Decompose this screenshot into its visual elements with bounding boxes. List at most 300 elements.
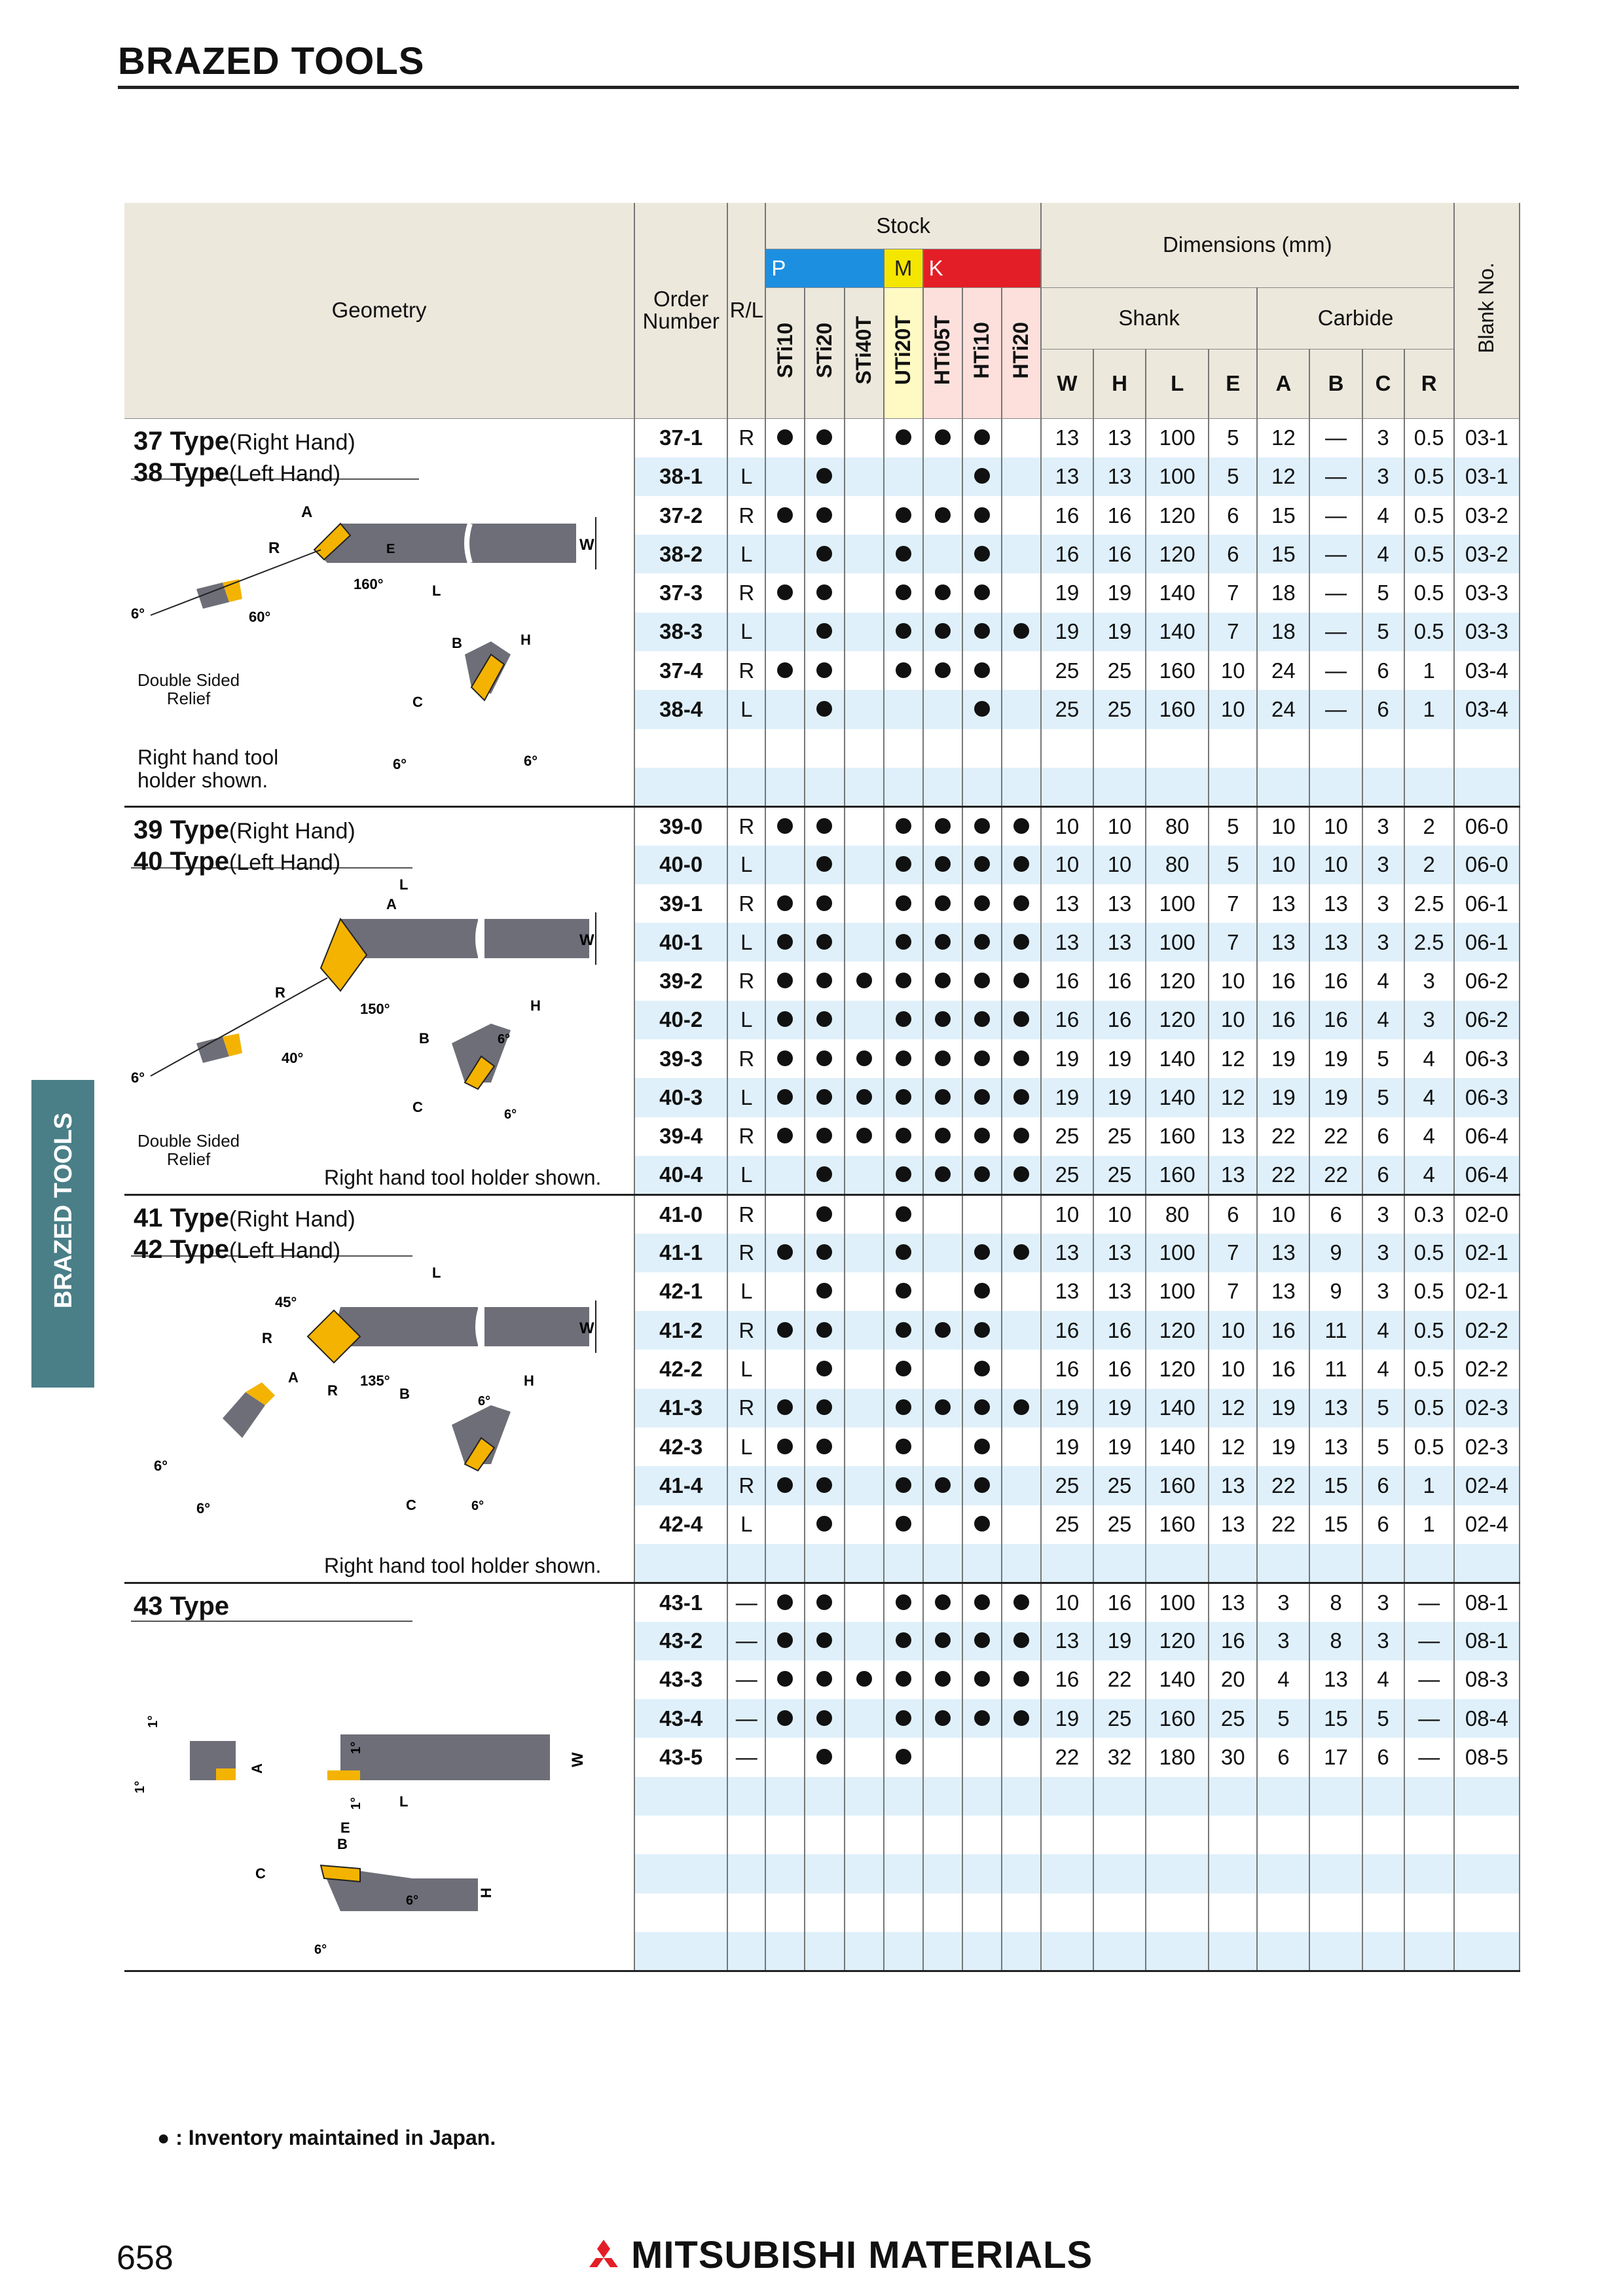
dim-a-value: 19 [1257, 1427, 1309, 1466]
dim-l-value: 140 [1146, 1427, 1209, 1466]
stock-cell [1002, 1117, 1041, 1156]
blank-no-value: 06-3 [1454, 1039, 1520, 1078]
stock-cell [805, 1350, 844, 1388]
dim-l-value: 140 [1146, 1078, 1209, 1117]
stock-dot-icon [816, 1244, 832, 1260]
stock-cell [884, 418, 923, 457]
stock-dot-icon [896, 1128, 911, 1143]
dim-r-value: — [1404, 1660, 1454, 1699]
stock-cell [884, 1893, 923, 1932]
svg-text:6°: 6° [524, 752, 538, 769]
hand-rl [727, 1777, 765, 1816]
stock-dot-icon [816, 623, 832, 639]
stock-dot-icon [1013, 856, 1029, 872]
order-number: 41-1 [634, 1234, 727, 1272]
stock-cell [805, 573, 844, 612]
dim-h-value: 16 [1093, 1311, 1146, 1350]
dim-h-value: 13 [1093, 1234, 1146, 1272]
dim-h-value: 16 [1093, 496, 1146, 535]
dim-e-value: 13 [1209, 1156, 1257, 1194]
dim-r-value: 2.5 [1404, 923, 1454, 961]
stock-cell [884, 1932, 923, 1971]
dim-l-value: 140 [1146, 573, 1209, 612]
stock-cell [962, 1854, 1002, 1893]
dim-b-value: 22 [1309, 1117, 1362, 1156]
dim-l-value: 180 [1146, 1738, 1209, 1776]
blank-no-value: 03-4 [1454, 651, 1520, 690]
dim-c-value: 3 [1362, 806, 1404, 845]
dim-l-value: 120 [1146, 1622, 1209, 1660]
blank-no-header: Blank No. [1454, 203, 1520, 418]
stock-cell [765, 961, 805, 1000]
stock-cell [1002, 1389, 1041, 1427]
dim-e-value: 10 [1209, 1001, 1257, 1039]
stock-dot-icon [856, 1128, 872, 1143]
stock-dot-icon [816, 856, 832, 872]
stock-dot-icon [935, 1710, 951, 1726]
stock-cell [923, 1738, 962, 1776]
svg-text:160°: 160° [354, 575, 384, 592]
stock-dot-icon [777, 1050, 793, 1066]
stock-cell [845, 418, 884, 457]
stock-cell [923, 806, 962, 845]
order-number [634, 1854, 727, 1893]
dim-b-value [1309, 1777, 1362, 1816]
relief-note: Double Sided Relief [137, 670, 240, 709]
dim-e-value: 7 [1209, 1272, 1257, 1311]
dim-l-value [1146, 729, 1209, 768]
stock-cell [1002, 729, 1041, 768]
stock-dot-icon [816, 584, 832, 600]
dim-b-value: — [1309, 613, 1362, 651]
carbide-header: Carbide [1257, 287, 1453, 349]
dim-r-value [1404, 1854, 1454, 1893]
stock-dot-icon [816, 1632, 832, 1648]
blank-no-value: 02-1 [1454, 1234, 1520, 1272]
stock-cell [923, 729, 962, 768]
hand-rl: — [727, 1699, 765, 1738]
stock-cell [884, 1039, 923, 1078]
stock-dot-icon [974, 1322, 990, 1338]
dim-e-value: 5 [1209, 846, 1257, 884]
hand-rl: R [727, 1117, 765, 1156]
dim-b: B [1309, 349, 1362, 418]
dim-e-value: 25 [1209, 1699, 1257, 1738]
dim-w-value [1041, 768, 1093, 806]
svg-text:E: E [340, 1819, 350, 1836]
svg-text:6°: 6° [196, 1499, 211, 1516]
stock-dot-icon [777, 934, 793, 950]
dim-b-value: 13 [1309, 923, 1362, 961]
stock-cell [1002, 1078, 1041, 1117]
dimensions-header: Dimensions (mm) [1041, 203, 1454, 287]
dim-l-value: 160 [1146, 690, 1209, 728]
svg-text:150°: 150° [360, 1000, 390, 1017]
dim-l-value: 80 [1146, 1194, 1209, 1233]
stock-dot-icon [935, 1399, 951, 1415]
dim-r-value: 1 [1404, 1466, 1454, 1505]
dim-l-value: 100 [1146, 418, 1209, 457]
dim-h-value [1093, 768, 1146, 806]
stock-cell [884, 1738, 923, 1776]
dim-h-value: 32 [1093, 1738, 1146, 1776]
dim-w-value: 16 [1041, 1001, 1093, 1039]
hand-rl: L [727, 613, 765, 651]
dim-h-value: 16 [1093, 1583, 1146, 1621]
dim-e: E [1209, 349, 1257, 418]
stock-cell [1002, 613, 1041, 651]
order-number [634, 1893, 727, 1932]
stock-cell [884, 1156, 923, 1194]
order-number [634, 768, 727, 806]
stock-cell [805, 768, 844, 806]
stock-dot-icon [896, 1011, 911, 1027]
stock-dot-icon [816, 662, 832, 678]
dim-c-value: 5 [1362, 573, 1404, 612]
dim-h-value [1093, 1777, 1146, 1816]
stock-cell [1002, 1622, 1041, 1660]
type-title: 43 Type [134, 1591, 229, 1621]
dim-a-value: 15 [1257, 496, 1309, 535]
svg-text:1°: 1° [146, 1715, 160, 1728]
stock-cell [765, 651, 805, 690]
blank-no-value: 08-1 [1454, 1583, 1520, 1621]
dim-w: W [1041, 349, 1093, 418]
dim-c: C [1362, 349, 1404, 418]
svg-text:L: L [399, 1793, 409, 1810]
dim-r-value: 0.5 [1404, 1350, 1454, 1388]
order-number: 43-3 [634, 1660, 727, 1699]
stock-cell [765, 535, 805, 573]
dim-a-value: 22 [1257, 1505, 1309, 1544]
blank-no-value: 03-1 [1454, 457, 1520, 496]
dim-a-value: 5 [1257, 1699, 1309, 1738]
stock-dot-icon [974, 934, 990, 950]
stock-cell [884, 961, 923, 1000]
stock-dot-icon [816, 1439, 832, 1454]
hand-rl: — [727, 1660, 765, 1699]
stock-cell [923, 923, 962, 961]
blank-no-value: 03-3 [1454, 613, 1520, 651]
dim-e-value: 12 [1209, 1427, 1257, 1466]
dim-a-value: 24 [1257, 690, 1309, 728]
order-number: 40-0 [634, 846, 727, 884]
stock-dot-icon [974, 1011, 990, 1027]
dim-a-value: 13 [1257, 1272, 1309, 1311]
stock-cell [884, 651, 923, 690]
hand-rl: R [727, 884, 765, 923]
dim-a-value [1257, 1544, 1309, 1583]
stock-cell [765, 1816, 805, 1854]
hand-rl [727, 768, 765, 806]
order-number: 41-2 [634, 1311, 727, 1350]
type-title: 39 Type(Right Hand) 40 Type(Left Hand) [134, 815, 356, 876]
stock-cell [923, 1194, 962, 1233]
stock-cell [805, 1039, 844, 1078]
dim-w-value: 13 [1041, 1234, 1093, 1272]
dim-a-value: 19 [1257, 1389, 1309, 1427]
hand-rl: L [727, 846, 765, 884]
stock-dot-icon [816, 507, 832, 523]
stock-dot-icon [777, 1477, 793, 1493]
dim-w-value: 25 [1041, 1117, 1093, 1156]
stock-dot-icon [816, 1166, 832, 1182]
dim-w-value: 16 [1041, 535, 1093, 573]
stock-cell [884, 923, 923, 961]
stock-dot-icon [816, 1477, 832, 1493]
svg-text:1°: 1° [133, 1780, 147, 1793]
svg-text:R: R [275, 984, 285, 1001]
dim-e-value: 12 [1209, 1039, 1257, 1078]
stock-dot-icon [777, 1439, 793, 1454]
blank-no-value: 06-4 [1454, 1117, 1520, 1156]
dim-b-value: 9 [1309, 1272, 1362, 1311]
dim-e-value [1209, 1816, 1257, 1854]
stock-cell [962, 1039, 1002, 1078]
stock-cell [962, 806, 1002, 845]
dim-a-value: 16 [1257, 1311, 1309, 1350]
dim-w-value: 19 [1041, 1039, 1093, 1078]
stock-dot-icon [974, 429, 990, 445]
svg-text:6°: 6° [498, 1031, 511, 1047]
stock-cell [962, 418, 1002, 457]
dim-b-value [1309, 1854, 1362, 1893]
order-number: 40-4 [634, 1156, 727, 1194]
stock-cell [845, 806, 884, 845]
dim-c-value [1362, 1777, 1404, 1816]
dim-w-value: 19 [1041, 573, 1093, 612]
stock-cell [805, 1272, 844, 1311]
dim-b-value: 10 [1309, 846, 1362, 884]
stock-dot-icon [896, 1206, 911, 1222]
stock-cell [884, 1699, 923, 1738]
order-number: 39-3 [634, 1039, 727, 1078]
stock-dot-icon [896, 856, 911, 872]
dim-b-value: — [1309, 535, 1362, 573]
dim-l-value: 140 [1146, 1039, 1209, 1078]
stock-cell [805, 1777, 844, 1816]
hand-rl: L [727, 923, 765, 961]
stock-cell [805, 690, 844, 728]
stock-dot-icon [777, 895, 793, 911]
svg-text:1°: 1° [349, 1797, 363, 1810]
dim-h-value: 13 [1093, 884, 1146, 923]
hand-rl: R [727, 573, 765, 612]
stock-cell [845, 651, 884, 690]
blank-no-value: 06-1 [1454, 923, 1520, 961]
dim-r-value: 4 [1404, 1078, 1454, 1117]
stock-dot-icon [896, 934, 911, 950]
stock-dot-icon [816, 1710, 832, 1726]
dim-w-value: 13 [1041, 457, 1093, 496]
stock-cell [923, 496, 962, 535]
table-row [124, 806, 1520, 845]
dim-b-value [1309, 768, 1362, 806]
dim-h-value: 25 [1093, 1699, 1146, 1738]
grade-sti40t: STi40T [845, 287, 884, 418]
stock-cell [923, 1078, 962, 1117]
blank-no-value [1454, 1932, 1520, 1971]
dim-h-value: 25 [1093, 1505, 1146, 1544]
stock-cell [805, 1505, 844, 1544]
dim-b-value [1309, 1816, 1362, 1854]
stock-cell [884, 1466, 923, 1505]
dim-e-value: 13 [1209, 1466, 1257, 1505]
stock-cell [805, 1816, 844, 1854]
stock-cell [1002, 846, 1041, 884]
stock-cell [845, 729, 884, 768]
stock-dot-icon [1013, 1632, 1029, 1648]
stock-cell [1002, 651, 1041, 690]
stock-dot-icon [935, 1166, 951, 1182]
stock-cell [1002, 1194, 1041, 1233]
dim-h-value: 25 [1093, 1117, 1146, 1156]
order-number [634, 1777, 727, 1816]
type-title: 41 Type(Right Hand) 42 Type(Left Hand) [134, 1203, 356, 1264]
stock-cell [884, 1777, 923, 1816]
dim-a-value: 4 [1257, 1660, 1309, 1699]
dim-c-value: 4 [1362, 1311, 1404, 1350]
stock-cell [962, 1078, 1002, 1117]
hand-rl: L [727, 1272, 765, 1311]
dim-h-value [1093, 729, 1146, 768]
dim-l-value [1146, 1854, 1209, 1893]
stock-cell [1002, 1893, 1041, 1932]
stock-cell [765, 1389, 805, 1427]
dim-c-value: 6 [1362, 1156, 1404, 1194]
dim-a-value: 6 [1257, 1738, 1309, 1776]
stock-cell [923, 418, 962, 457]
svg-text:H: H [520, 631, 531, 648]
dim-e-value: 10 [1209, 651, 1257, 690]
dim-b-value [1309, 1544, 1362, 1583]
stock-dot-icon [974, 701, 990, 717]
svg-text:B: B [419, 1030, 429, 1047]
dim-h-value [1093, 1893, 1146, 1932]
stock-cell [962, 1194, 1002, 1233]
dim-h-value: 13 [1093, 418, 1146, 457]
dim-e-value: 10 [1209, 1311, 1257, 1350]
stock-dot-icon [1013, 1399, 1029, 1415]
dim-c-value: 3 [1362, 1622, 1404, 1660]
dim-h-value: 13 [1093, 1272, 1146, 1311]
dim-w-value [1041, 729, 1093, 768]
stock-cell [923, 1699, 962, 1738]
svg-text:60°: 60° [249, 608, 271, 625]
stock-cell [765, 1039, 805, 1078]
stock-dot-icon [935, 1011, 951, 1027]
blank-no-value: 06-0 [1454, 806, 1520, 845]
dim-w-value: 10 [1041, 1194, 1093, 1233]
stock-cell [884, 1427, 923, 1466]
hand-rl [727, 1932, 765, 1971]
grade-sti20: STi20 [805, 287, 844, 418]
blank-no-value [1454, 1816, 1520, 1854]
dim-e-value: 5 [1209, 418, 1257, 457]
dim-r-value: 0.3 [1404, 1194, 1454, 1233]
dim-w-value: 16 [1041, 961, 1093, 1000]
side-tab-label: BRAZED TOOLS [50, 1113, 77, 1309]
blank-no-value: 03-2 [1454, 535, 1520, 573]
dim-c-value: 4 [1362, 496, 1404, 535]
stock-dot-icon [777, 507, 793, 523]
stock-dot-icon [974, 1361, 990, 1376]
relief-note: Double Sided Relief [137, 1130, 240, 1170]
stock-cell [805, 1194, 844, 1233]
stock-dot-icon [974, 1632, 990, 1648]
stock-cell [1002, 1583, 1041, 1621]
dim-r-value: 0.5 [1404, 573, 1454, 612]
dim-w-value: 25 [1041, 651, 1093, 690]
stock-cell [805, 1234, 844, 1272]
dim-r-value: — [1404, 1583, 1454, 1621]
rl-header: R/L [727, 203, 765, 418]
dim-w-value: 16 [1041, 1660, 1093, 1699]
dim-w-value [1041, 1893, 1093, 1932]
stock-cell [962, 1427, 1002, 1466]
stock-dot-icon [777, 429, 793, 445]
stock-cell [1002, 923, 1041, 961]
hand-rl [727, 1854, 765, 1893]
dim-w-value [1041, 1777, 1093, 1816]
dim-e-value: 10 [1209, 961, 1257, 1000]
holder-note: Right hand tool holder shown. [324, 1553, 602, 1577]
geometry-cell [124, 806, 634, 1194]
dim-b-value: 13 [1309, 1389, 1362, 1427]
svg-text:H: H [530, 997, 541, 1014]
stock-dot-icon [935, 662, 951, 678]
stock-dot-icon [777, 662, 793, 678]
stock-cell [1002, 1777, 1041, 1816]
dim-b-value: — [1309, 651, 1362, 690]
dim-a-value: 13 [1257, 1234, 1309, 1272]
order-number: 39-0 [634, 806, 727, 845]
stock-dot-icon [1013, 1166, 1029, 1182]
stock-cell [923, 651, 962, 690]
stock-cell [962, 1234, 1002, 1272]
stock-dot-icon [1013, 973, 1029, 988]
dim-b-value: 8 [1309, 1622, 1362, 1660]
dim-r-value [1404, 1816, 1454, 1854]
stock-cell [923, 535, 962, 573]
dim-h-value: 22 [1093, 1660, 1146, 1699]
stock-cell [845, 690, 884, 728]
stock-dot-icon [896, 1439, 911, 1454]
dim-l-value: 100 [1146, 457, 1209, 496]
order-number: 40-2 [634, 1001, 727, 1039]
stock-cell [845, 846, 884, 884]
dim-e-value: 7 [1209, 573, 1257, 612]
blank-no-value: 02-0 [1454, 1194, 1520, 1233]
stock-dot-icon [935, 1477, 951, 1493]
stock-cell [765, 1660, 805, 1699]
stock-dot-icon [777, 1632, 793, 1648]
blank-no-value [1454, 1854, 1520, 1893]
dim-h-value: 16 [1093, 1001, 1146, 1039]
dim-e-value: 7 [1209, 1234, 1257, 1272]
stock-cell [765, 1078, 805, 1117]
dim-w-value: 13 [1041, 1622, 1093, 1660]
stock-dot-icon [974, 1710, 990, 1726]
dim-r-value: 0.5 [1404, 1427, 1454, 1466]
dim-e-value: 30 [1209, 1738, 1257, 1776]
stock-cell [923, 1854, 962, 1893]
stock-dot-icon [974, 1128, 990, 1143]
dim-a-value [1257, 1932, 1309, 1971]
dim-a-value: 10 [1257, 1194, 1309, 1233]
stock-dot-icon [816, 1011, 832, 1027]
stock-dot-icon [935, 1632, 951, 1648]
